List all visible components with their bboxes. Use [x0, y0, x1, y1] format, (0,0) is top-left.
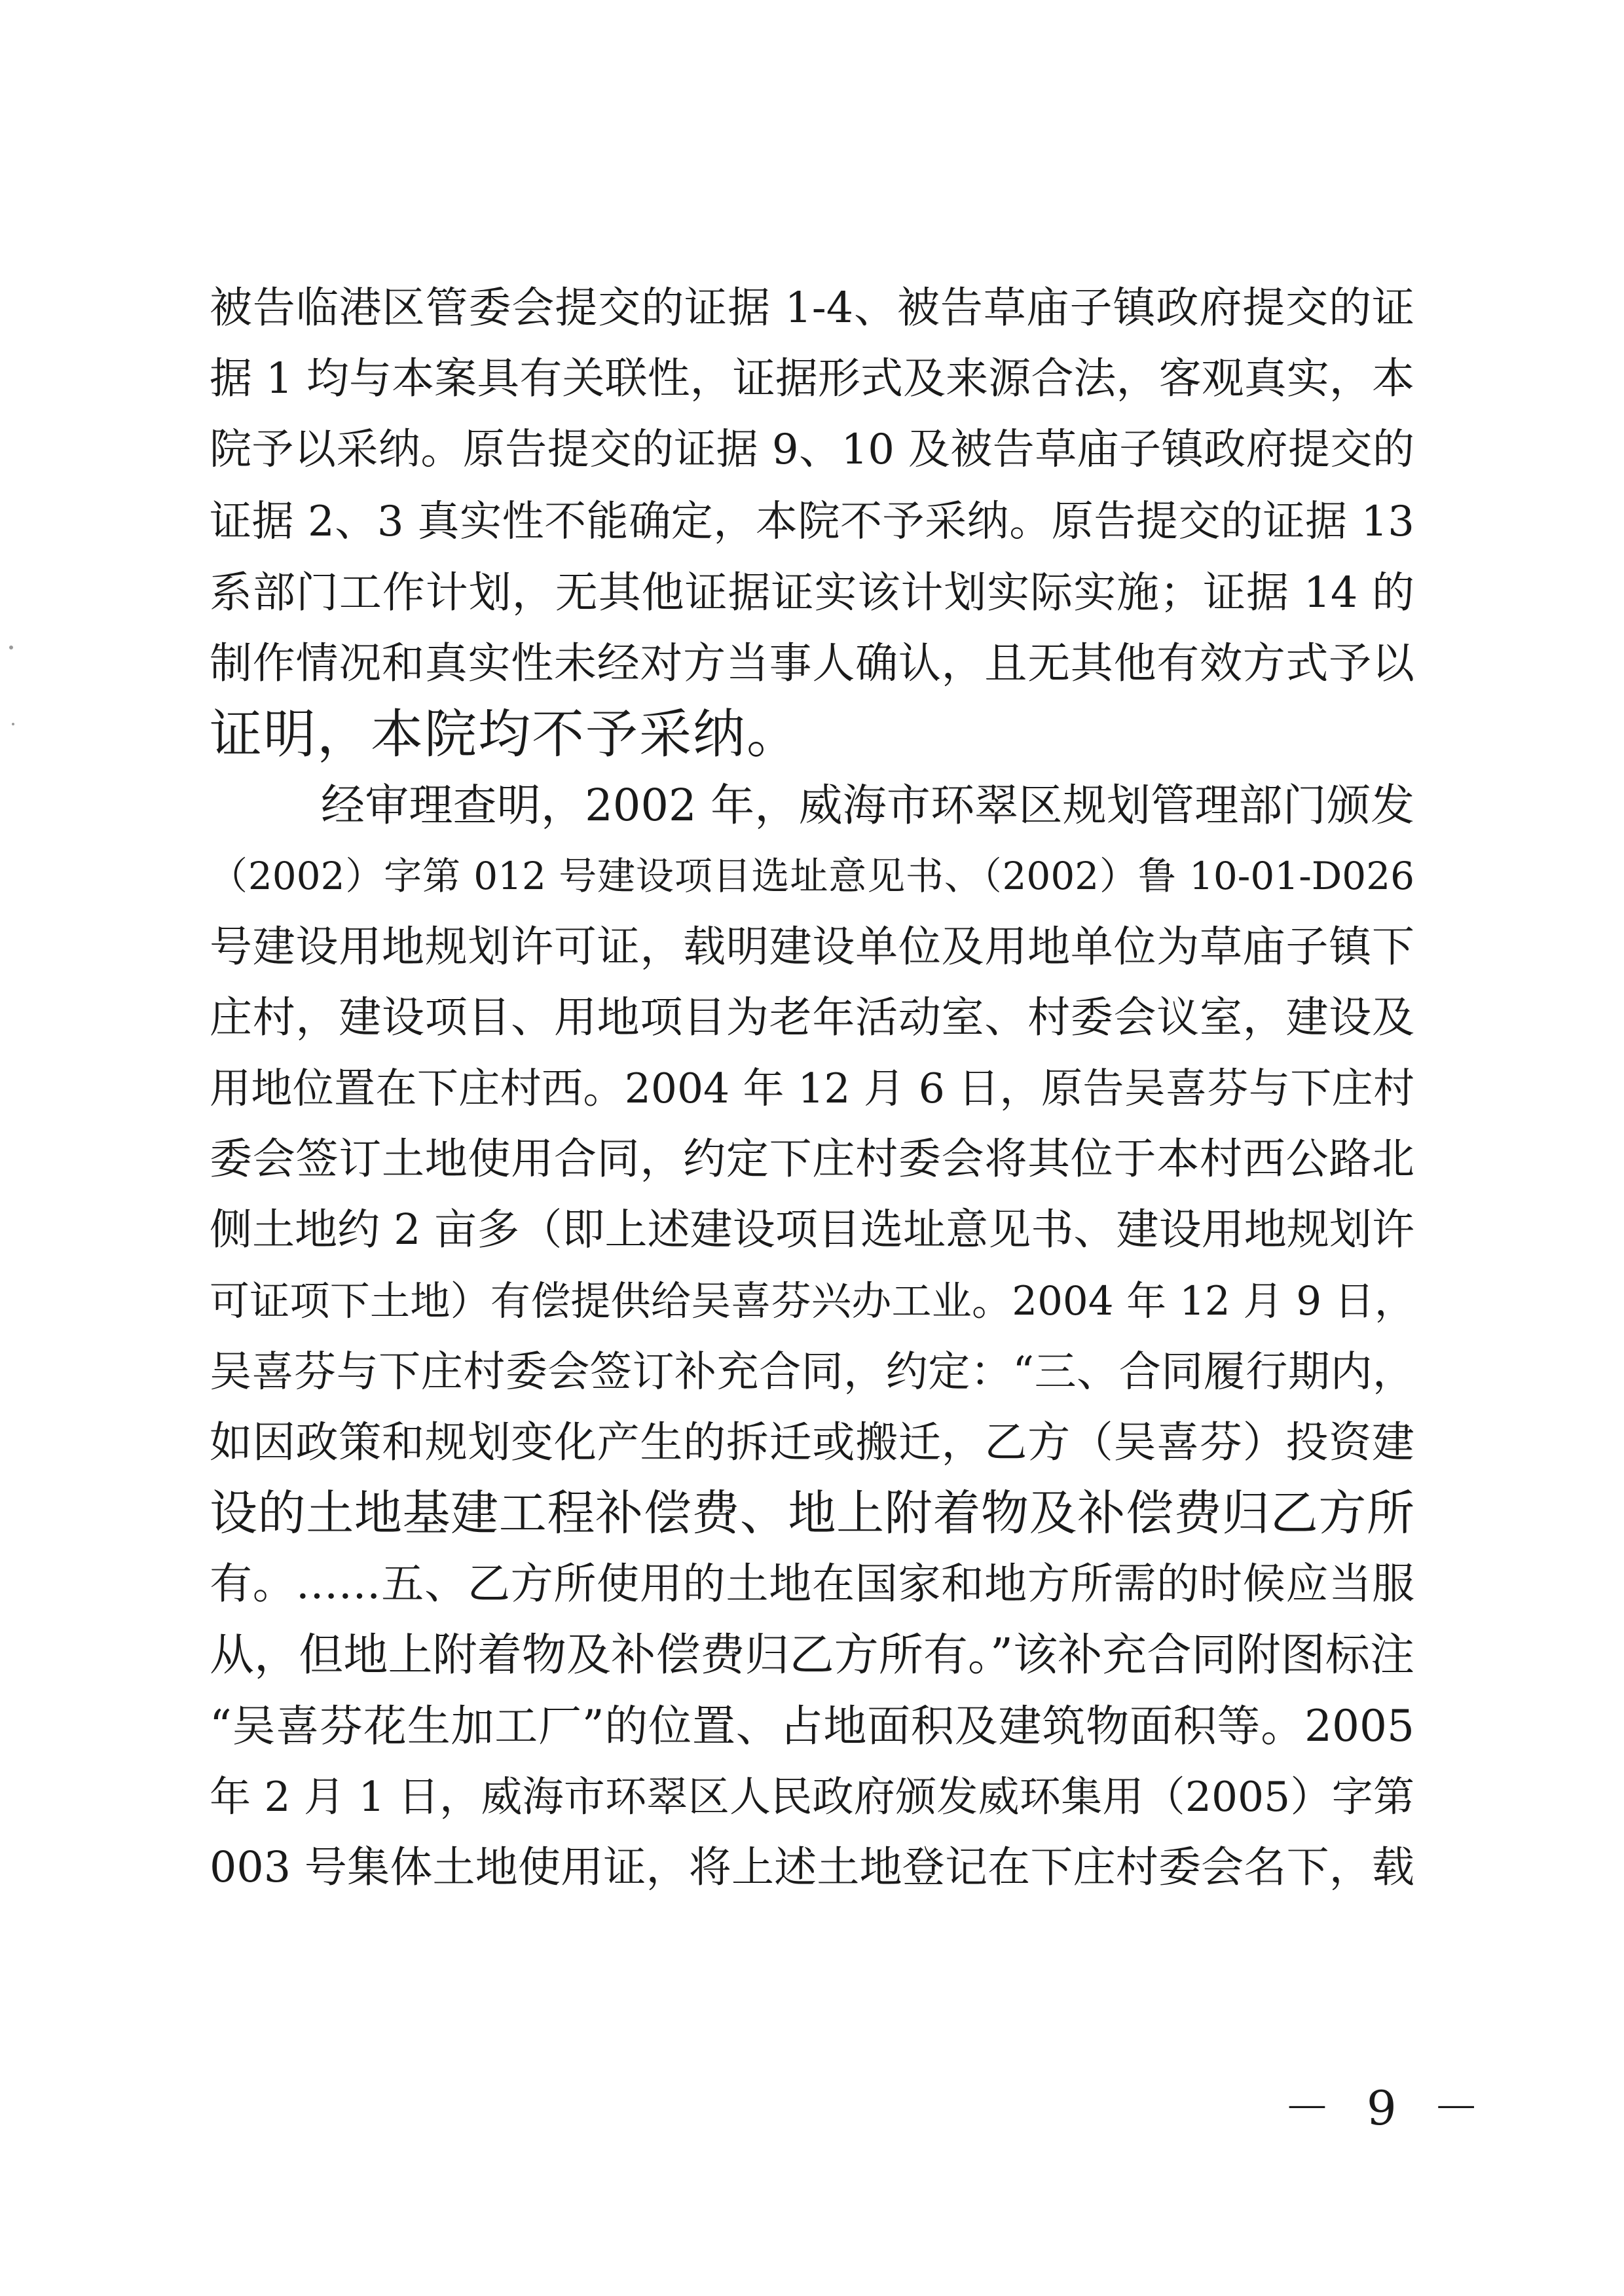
text-line: 证明，本院均不予采纳。: [210, 704, 800, 765]
text-line: 年 2 月 1 日，威海市环翠区人民政府颁发威环集用（2005）字第: [210, 1773, 1414, 1821]
text-line: 设的土地基建工程补偿费、地上附着物及补偿费归乙方所: [210, 1485, 1414, 1541]
scan-speck: [9, 646, 13, 649]
scan-speck: [12, 723, 14, 725]
text-line: 被告临港区管委会提交的证据 1-4、被告草庙子镇政府提交的证: [210, 283, 1414, 333]
text-line: （2002）字第 012 号建设项目选址意见书、（2002）鲁 10-01-D026: [210, 854, 1414, 898]
text-line: 证据 2、3 真实性不能确定，本院不予采纳。原告提交的证据 13: [210, 498, 1414, 546]
text-line: 如因政策和规划变化产生的拆迁或搬迁，乙方（吴喜芬）投资建: [210, 1418, 1414, 1467]
text-line: 从，但地上附着物及补偿费归乙方所有。”该补充合同附图标注: [210, 1630, 1415, 1681]
text-line: 用地位置在下庄村西。2004 年 12 月 6 日，原告吴喜芬与下庄村: [210, 1065, 1414, 1112]
text-line: 可证项下土地）有偿提供给吴喜芬兴办工业。2004 年 12 月 9 日，: [210, 1278, 1414, 1324]
text-line: 据 1 均与本案具有关联性，证据形式及来源合法，客观真实，本: [210, 354, 1414, 403]
text-line: 委会签订土地使用合同，约定下庄村委会将其位于本村西公路北: [210, 1135, 1414, 1184]
text-line: 庄村，建设项目、用地项目为老年活动室、村委会议室，建设及: [210, 993, 1414, 1042]
text-line: 系部门工作计划，无其他证据证实该计划实际实施；证据 14 的: [210, 568, 1414, 617]
text-line: 院予以采纳。原告提交的证据 9、10 及被告草庙子镇政府提交的: [210, 426, 1414, 474]
text-line: 制作情况和真实性未经对方当事人确认，且无其他有效方式予以: [210, 639, 1414, 688]
text-line: 有。……五、乙方所使用的土地在国家和地方所需的时候应当服: [210, 1559, 1414, 1609]
text-line: 侧土地约 2 亩多（即上述建设项目选址意见书、建设用地规划许: [210, 1205, 1414, 1254]
text-line: 号建设用地规划许可证，载明建设单位及用地单位为草庙子镇下: [210, 922, 1414, 972]
text-line: 经审理查明，2002 年，威海市环翠区规划管理部门颁发: [321, 780, 1414, 831]
text-line: “吴喜芬花生加工厂”的位置、占地面积及建筑物面积等。2005: [210, 1701, 1414, 1751]
text-line: 吴喜芬与下庄村委会签订补充合同，约定：“三、合同履行期内，: [210, 1348, 1414, 1396]
page-number: － 9 －: [1283, 2081, 1490, 2136]
text-line: 003 号集体土地使用证，将上述土地登记在下庄村委会名下，载: [210, 1843, 1414, 1892]
